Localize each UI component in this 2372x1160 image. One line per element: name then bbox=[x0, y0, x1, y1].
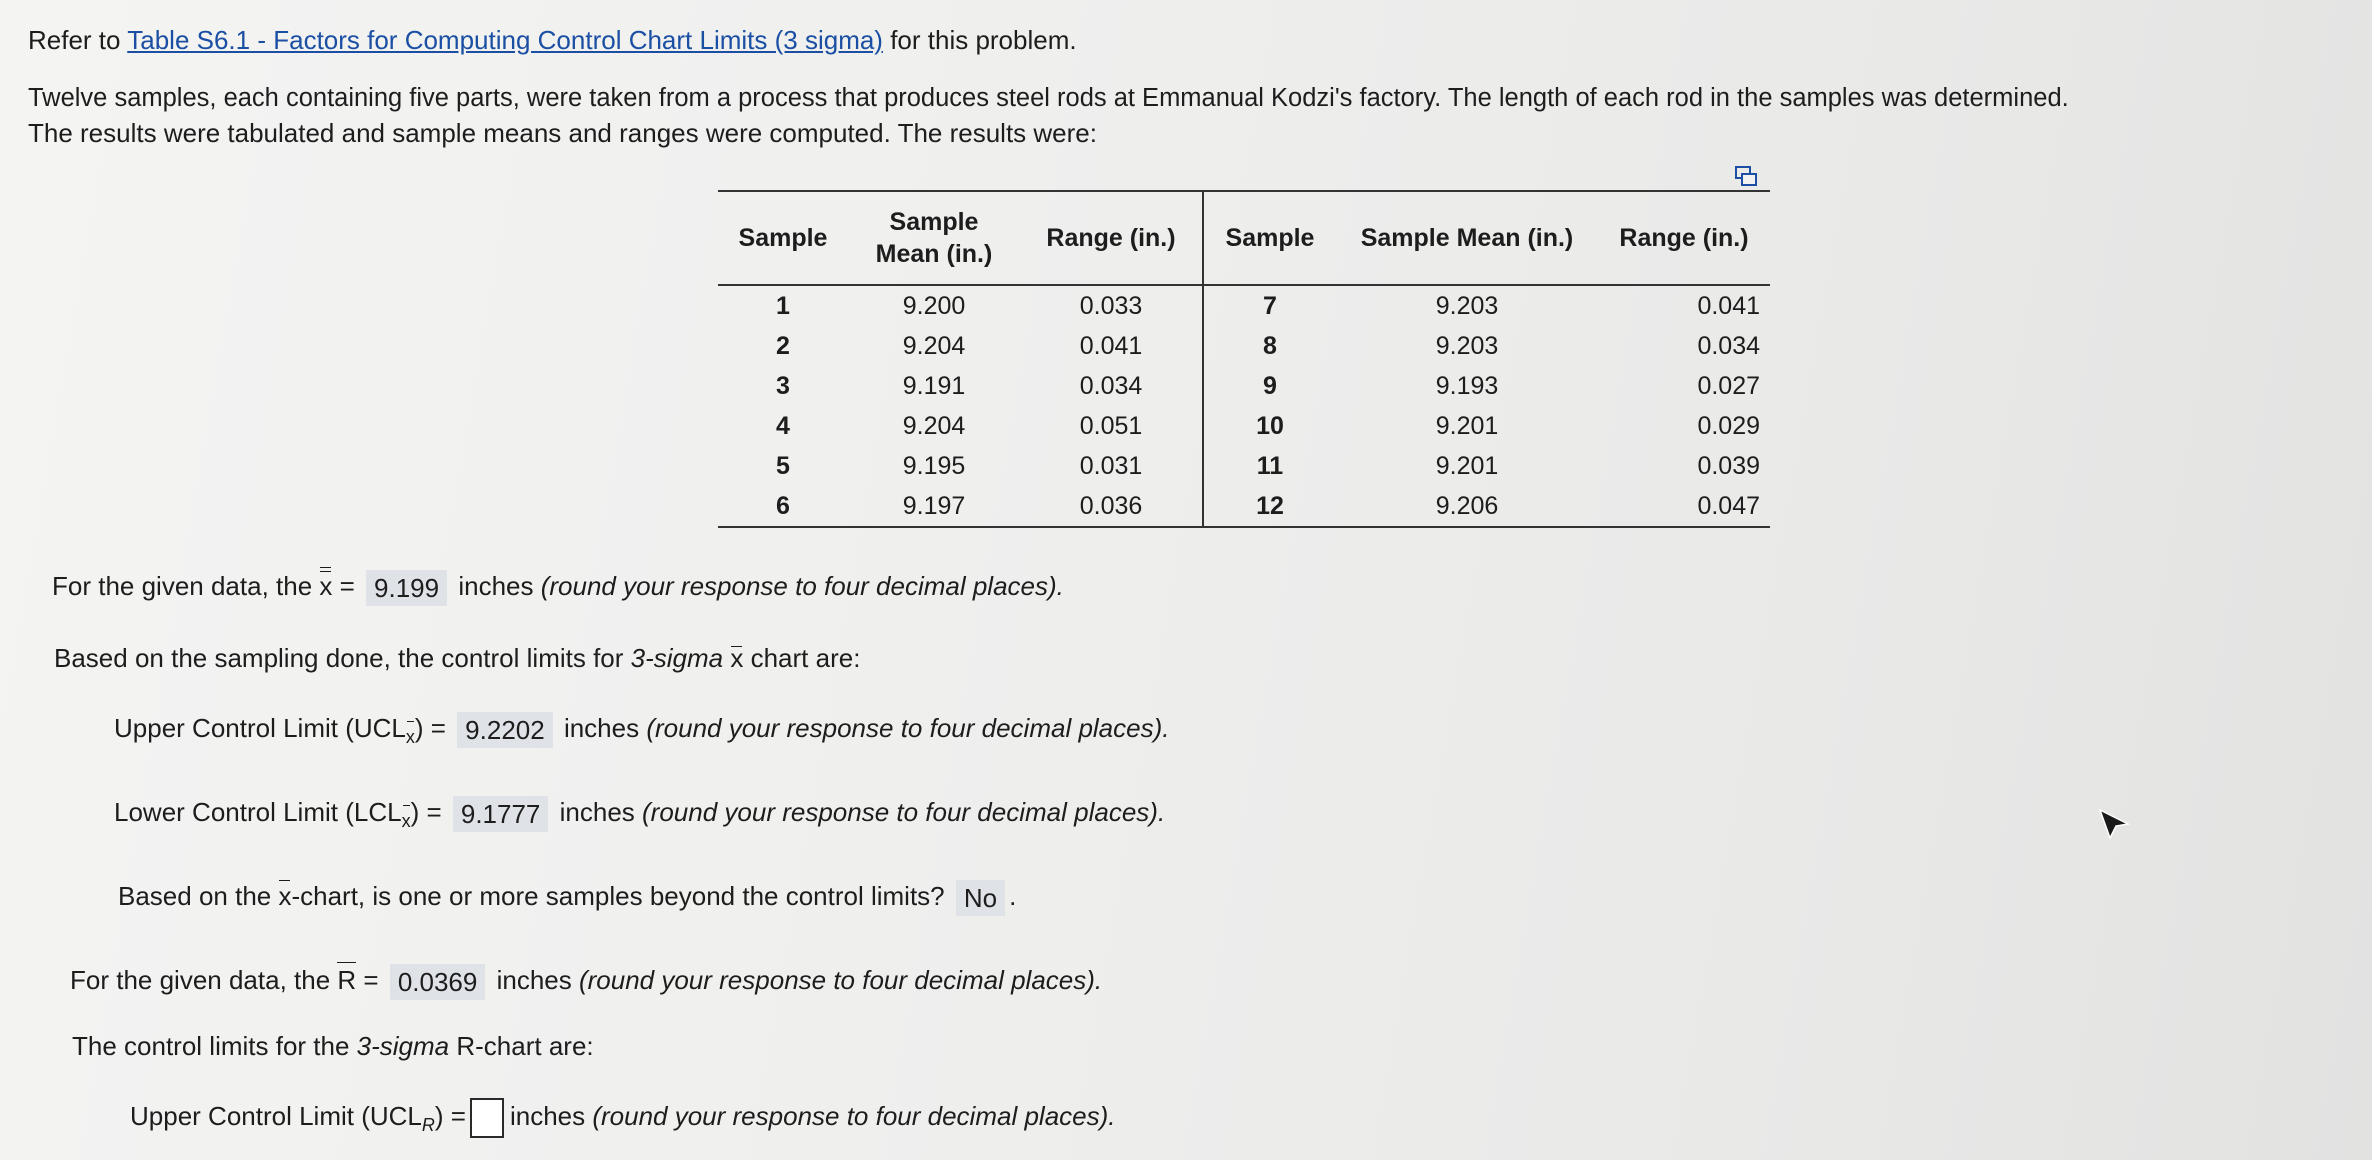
header-range-2: Range (in.) bbox=[1619, 224, 1749, 252]
x-bar-symbol: x bbox=[730, 643, 744, 673]
sample-mean-cell: 9.204 bbox=[902, 411, 966, 440]
problem-text-line-1: Twelve samples, each containing five parts, were taken from a process that produces steel rods at Emmanual Kodzi's factory. The length of each rod in the samples was determined. bbox=[28, 84, 2069, 112]
range-cell: 0.051 bbox=[1020, 406, 1203, 446]
sample-number-cell: 3 bbox=[776, 371, 790, 400]
lcl-x-row: Lower Control Limit $(LCL_x) = 9.1777$ inches (round your response to four decimal places). bbox=[114, 792, 1165, 841]
sample-mean-cell: 9.204 bbox=[902, 331, 966, 360]
header-sample-mean: Sample Mean (in.) bbox=[875, 208, 993, 268]
table-header-row bbox=[718, 191, 1770, 285]
sample-mean-cell: 9.191 bbox=[902, 371, 966, 400]
lcl-x-answer[interactable]: 9.1777 bbox=[453, 796, 549, 832]
problem-text-line-2: The results were tabulated and sample means and ranges were computed. The results were: bbox=[28, 118, 1097, 148]
lcl-x-subscript: x bbox=[402, 801, 411, 841]
range-cell: 0.027 bbox=[1697, 371, 1760, 400]
range-cell: 0.041 bbox=[1020, 326, 1203, 366]
table-row bbox=[718, 326, 1770, 366]
range-cell: 0.031 bbox=[1020, 446, 1203, 486]
sample-mean-cell: 9.206 bbox=[1435, 491, 1499, 520]
sample-number-cell: 9 bbox=[1263, 371, 1277, 400]
x-bar-symbol-2: x bbox=[278, 876, 291, 916]
sample-mean-cell: 9.201 bbox=[1435, 411, 1499, 440]
sample-mean-cell: 9.197 bbox=[902, 491, 966, 520]
table-row bbox=[718, 406, 1770, 446]
sample-number-cell: 8 bbox=[1263, 331, 1277, 360]
table-s6-1-link[interactable]: Table S6.1 - Factors for Computing Control Chart Limits (3 sigma) bbox=[127, 25, 883, 55]
x-double-bar-answer[interactable]: 9.199 bbox=[366, 570, 447, 606]
copy-table-icon[interactable] bbox=[1735, 166, 1757, 186]
sample-mean-cell: 9.203 bbox=[1435, 331, 1499, 360]
table-row bbox=[718, 285, 1770, 326]
sample-mean-cell: 9.200 bbox=[902, 291, 966, 320]
range-cell: 0.041 bbox=[1697, 291, 1760, 320]
ucl-x-subscript: x bbox=[406, 717, 415, 757]
table-row bbox=[718, 446, 1770, 486]
r-chart-intro: The control limits for the 3-sigma R-chart are: bbox=[72, 1031, 594, 1061]
sample-mean-cell: 9.203 bbox=[1435, 291, 1499, 320]
range-cell: 0.047 bbox=[1697, 491, 1760, 520]
sample-number-cell: 1 bbox=[776, 291, 790, 320]
header-range: Range (in.) bbox=[1020, 191, 1203, 285]
ucl-r-subscript: R bbox=[421, 1115, 435, 1136]
range-cell: 0.034 bbox=[1020, 366, 1203, 406]
ucl-x-answer[interactable]: 9.2202 bbox=[457, 712, 553, 748]
mouse-cursor-icon bbox=[2098, 808, 2138, 842]
question-x-double-bar: For the given data, the x = 9.199 inches (round your response to four decimal places). bbox=[52, 566, 1064, 606]
sample-mean-cell: 9.201 bbox=[1435, 451, 1499, 480]
range-cell: 0.033 bbox=[1020, 285, 1203, 326]
sample-number-cell: 11 bbox=[1256, 451, 1284, 480]
table-row bbox=[718, 366, 1770, 406]
sample-mean-cell: 9.193 bbox=[1435, 371, 1499, 400]
sample-number-cell: 7 bbox=[1263, 291, 1277, 320]
header-sample: Sample bbox=[738, 224, 828, 252]
ucl-r-row: Upper Control Limit $(UCL_R)$ = inches (round your response to four decimal places). bbox=[130, 1096, 1116, 1145]
limits-intro: Based on the sampling done, the control limits for 3-sigma x chart are: bbox=[54, 643, 861, 673]
refer-line: Refer to Table S6.1 - Factors for Computing Control Chart Limits (3 sigma) for this problem. bbox=[28, 25, 1077, 55]
sample-data-table bbox=[718, 190, 1770, 528]
table-row bbox=[718, 486, 1770, 527]
header-sample-2: Sample bbox=[1225, 224, 1315, 252]
range-cell: 0.039 bbox=[1697, 451, 1760, 480]
header-sample-mean-2: Sample Mean (in.) bbox=[1360, 224, 1574, 252]
r-bar-answer[interactable]: 0.0369 bbox=[390, 964, 486, 1000]
ucl-x-row: Upper Control Limit $(UCL_x) = 9.2202$ inches (round your response to four decimal places). bbox=[114, 708, 1169, 757]
sample-number-cell: 2 bbox=[776, 331, 790, 360]
r-bar-symbol: R bbox=[337, 960, 356, 1000]
range-cell: 0.029 bbox=[1697, 411, 1760, 440]
range-cell: 0.036 bbox=[1020, 486, 1203, 527]
ucl-r-input[interactable] bbox=[470, 1098, 504, 1138]
sample-mean-cell: 9.195 bbox=[902, 451, 966, 480]
beyond-limits-answer[interactable]: No bbox=[956, 880, 1005, 916]
x-double-bar-symbol: x bbox=[319, 566, 332, 606]
sample-number-cell: 6 bbox=[776, 491, 790, 520]
sample-number-cell: 5 bbox=[776, 451, 790, 480]
sample-number-cell: 4 bbox=[776, 411, 790, 440]
sample-number-cell: 12 bbox=[1256, 491, 1284, 520]
sample-number-cell: 10 bbox=[1256, 411, 1284, 440]
question-r-bar: For the given data, the R = 0.0369 inches (round your response to four decimal places). bbox=[70, 960, 1102, 1000]
range-cell: 0.034 bbox=[1697, 331, 1760, 360]
beyond-limits-row: Based on the x-chart, is one or more samples beyond the control limits? No . bbox=[118, 876, 1016, 916]
